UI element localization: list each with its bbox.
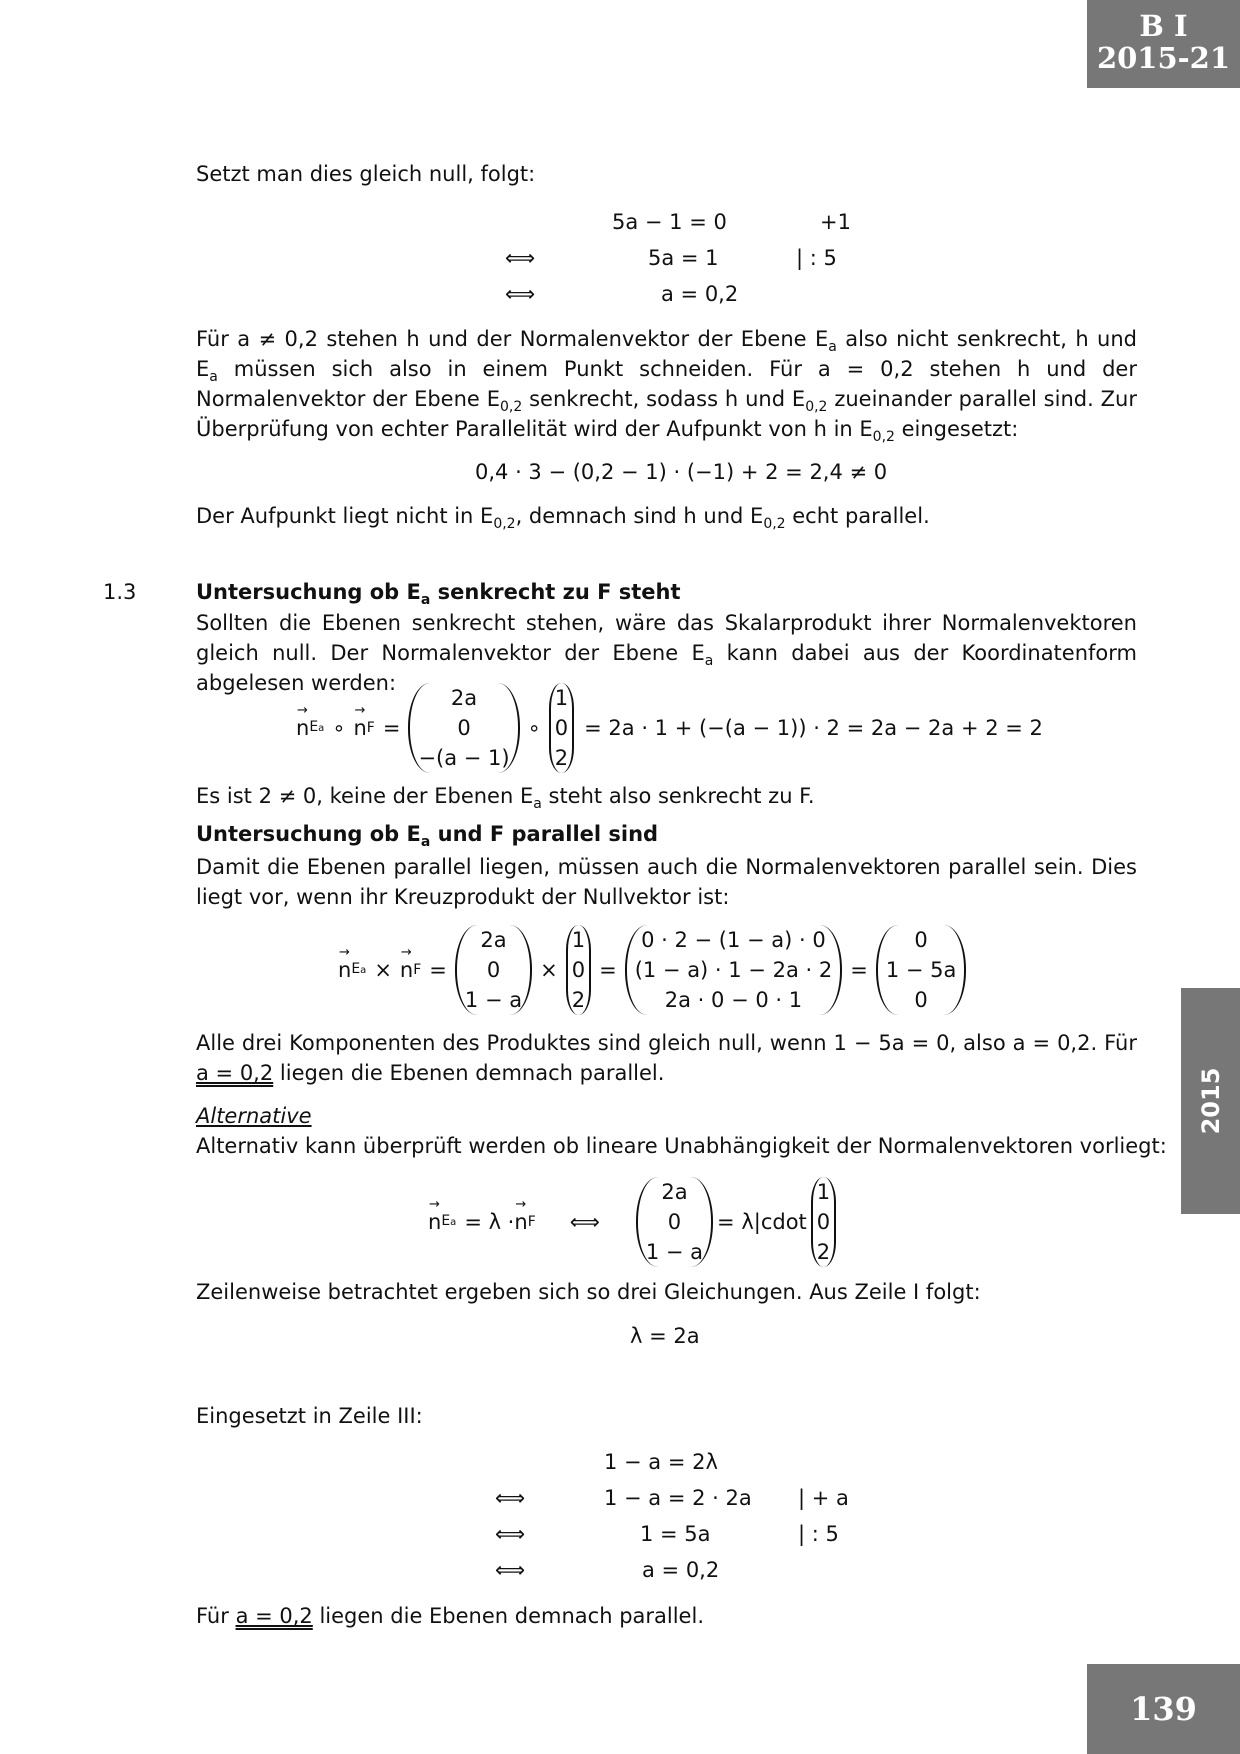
text: Für [196,1604,236,1628]
paragraph-3 [196,784,815,812]
lambda-times: = λ|cdot [717,1210,807,1234]
component: 2a [661,1180,688,1204]
text: Der Aufpunkt liegt nicht in E [196,504,494,528]
normal-vector-Ea: → n [428,1210,441,1234]
subscript: a [420,834,431,850]
text: senkrecht zu F steht [430,580,681,604]
alternative-label: Alternative [196,1104,312,1128]
text: Untersuchung ob E [196,580,421,604]
component: 2a · 0 − 0 · 1 [664,988,803,1012]
subscript: a [704,653,714,669]
component: −(a − 1) [418,746,510,770]
normal-vector-Ea: → n [296,716,309,740]
eq7-row2: 1 − a = 2 · 2a [604,1486,752,1510]
equivalence: ⟺ [569,1210,600,1234]
equation-2: 0,4 · 3 − (0,2 − 1) · (−1) + 2 = 2,4 ≠ 0 [475,460,888,484]
paragraph-2 [196,504,930,532]
result-underlined: a = 0,2 [196,1061,274,1085]
cross-product-result [876,925,967,1015]
page-number: 139 [1087,1664,1240,1754]
component: 2a [450,686,478,710]
component: 0 [554,716,569,740]
subscript: a [420,592,431,608]
subscript: E [351,961,361,977]
normal-vector-F: → n [353,716,366,740]
normal-vector-F: → n [514,1210,527,1234]
section-title [196,580,681,608]
vector-F [811,1177,836,1267]
text: liegen die Ebenen demnach parallel. [312,1604,704,1628]
text: senkrecht, sodass h und E [522,387,806,411]
paragraph-4: Damit die Ebenen parallel liegen, müssen auch die Normalenvektoren parallel sein. Dies liegt vor, wenn ihr Kreuzprodukt der Nullvektor ist: [196,855,1137,909]
component: 2 [571,988,586,1012]
eq7-row3-iff: ⟺ [495,1522,526,1546]
subscript: a [209,369,218,385]
normal-vector-Ea: → n [338,958,351,982]
component: 0 [571,958,586,982]
subscript: E [309,719,319,735]
component: 0 [914,988,928,1012]
subscript: 0,2 [872,429,895,445]
eq7-row3-note: | : 5 [798,1522,839,1546]
text: also nicht senkrecht, h und E [196,327,1137,381]
equals: = [599,958,617,982]
year-tab [1181,988,1240,1214]
subscript: E [441,1213,451,1229]
component: 1 [554,686,569,710]
eq7-row2-iff: ⟺ [495,1486,526,1510]
scalar-product-result: = 2a · 1 + (−(a − 1)) · 2 = 2a − 2a + 2 = 2 [584,716,1043,740]
text: Sollten die Ebenen senkrecht stehen, wäre das Skalarprodukt ihrer Normalenvektoren gleich null. Der Normalenvektor der Ebene E [196,611,1137,665]
eq1-row1-note: +1 [820,210,851,234]
vector-Ea [455,925,532,1015]
component: 0 · 2 − (1 − a) · 0 [641,928,826,952]
equals: = [382,716,401,740]
eq1-row2-iff: ⟺ [505,246,536,270]
paragraph-6: Zeilenweise betrachtet ergeben sich so drei Gleichungen. Aus Zeile I folgt: [196,1280,981,1304]
subsection-title [196,822,659,850]
section-number: 1.3 [103,580,137,604]
text: Alle drei Komponenten des Produktes sind gleich null, wenn 1 − 5a = 0, also a = 0,2. Für [196,1031,1137,1055]
eq7-row4: a = 0,2 [642,1558,720,1582]
equation-3: → n Ea ∘ → n F = 2a 0 −(a − 1) ∘ 1 0 2 = 2a · 1 + (−(a − 1)) · 2 = 2a − 2a + 2 = 2 [296,678,1043,778]
component: 2 [816,1240,831,1264]
eq1-row1: 5a − 1 = 0 [612,210,727,234]
paragraph-5 [196,1028,1137,1088]
eq1-row3-iff: ⟺ [505,282,536,306]
text: müssen sich also in einem Punkt schneiden. Für a = 0,2 stehen h und der Normalenvektor der Ebene E [196,357,1137,411]
equation-6: λ = 2a [630,1324,700,1348]
component: 1 − a [645,1240,704,1264]
lambda-factor: = λ · [464,1210,515,1234]
component: 1 − a [464,988,523,1012]
chapter-code: 2015-21 [1096,41,1231,75]
text: Es ist 2 ≠ 0, keine der Ebenen E [196,784,534,808]
subscript: a [828,339,837,355]
text: Für a ≠ 0,2 stehen h und der Normalenvektor der Ebene E [196,327,829,351]
subscript: 0,2 [493,516,516,532]
equation-5: → n Ea = λ · → n F ⟺ 2a 0 1 − a = λ|cdot 1 0 2 [428,1172,836,1272]
component: 0 [816,1210,831,1234]
chapter-tab [1087,0,1240,88]
year-label: 2015 [1196,1067,1225,1135]
text: und F parallel sind [430,822,659,846]
eq1-row2: 5a = 1 [648,246,719,270]
text: eingesetzt: [894,417,1019,441]
component: 0 [667,1210,682,1234]
text: , demnach sind h und E [515,504,764,528]
subscript: 0,2 [805,399,828,415]
normal-vector-F: → n [400,958,413,982]
equation-4: → n Ea × → n F = 2a 0 1 − a × 1 0 2 = 0 · 2 − (1 − a) · 0 (1 − a) · 1 − 2a · 2 2a · 0 − 0 · 1 = 0 1 − 5a 0 [338,920,966,1020]
eq7-row4-iff: ⟺ [495,1558,526,1582]
eq1-row2-note: | : 5 [796,246,837,270]
text: zueinander parallel sind. Zur Überprüfung von echter Parallelität wird der Aufpunkt von h in E [196,387,1137,441]
subscript: a [360,965,367,976]
vector-F [566,925,591,1015]
subscript: a [318,723,325,734]
component: 1 − 5a [885,958,957,982]
result-underlined: a = 0,2 [235,1604,313,1628]
equals: = [429,958,447,982]
subscript: a [533,796,542,812]
cross-product-expanded [625,925,843,1015]
eq7-row3: 1 = 5a [640,1522,711,1546]
text: Untersuchung ob E [196,822,421,846]
vector-Ea [636,1177,713,1267]
vector-Ea [408,683,519,773]
component: (1 − a) · 1 − 2a · 2 [634,958,833,982]
dot-operator: ∘ [332,716,346,740]
eq7-row1: 1 − a = 2λ [604,1450,718,1474]
component: 2a [480,928,507,952]
component: 1 [816,1180,831,1204]
cross-operator: × [540,958,558,982]
paragraph-1 [196,324,1137,444]
intro-text: Setzt man dies gleich null, folgt: [196,162,536,186]
component: 0 [914,928,928,952]
component: 2 [554,746,569,770]
eq7-row2-note: | + a [798,1486,849,1510]
eq1-row3: a = 0,2 [661,282,739,306]
vector-F [549,683,574,773]
cross-operator: × [374,958,392,982]
component: 0 [486,958,501,982]
subscript: 0,2 [763,516,786,532]
text: steht also senkrecht zu F. [541,784,815,808]
text: kann dabei aus der Koordinatenform abgelesen werden: [196,641,1137,695]
paragraph-7: Eingesetzt in Zeile III: [196,1404,423,1428]
text: echt parallel. [785,504,930,528]
subscript: a [450,1217,457,1228]
equals: = [850,958,868,982]
dot-operator: ∘ [527,716,541,740]
component: 0 [457,716,471,740]
text: liegen die Ebenen demnach parallel. [273,1061,665,1085]
chapter-label: B I [1139,9,1188,43]
paragraph-8 [196,1604,704,1628]
alternative-text: Alternativ kann überprüft werden ob lineare Unabhängigkeit der Normalenvektoren vorliegt: [196,1134,1167,1158]
subscript: 0,2 [499,399,523,415]
component: 1 [571,928,586,952]
